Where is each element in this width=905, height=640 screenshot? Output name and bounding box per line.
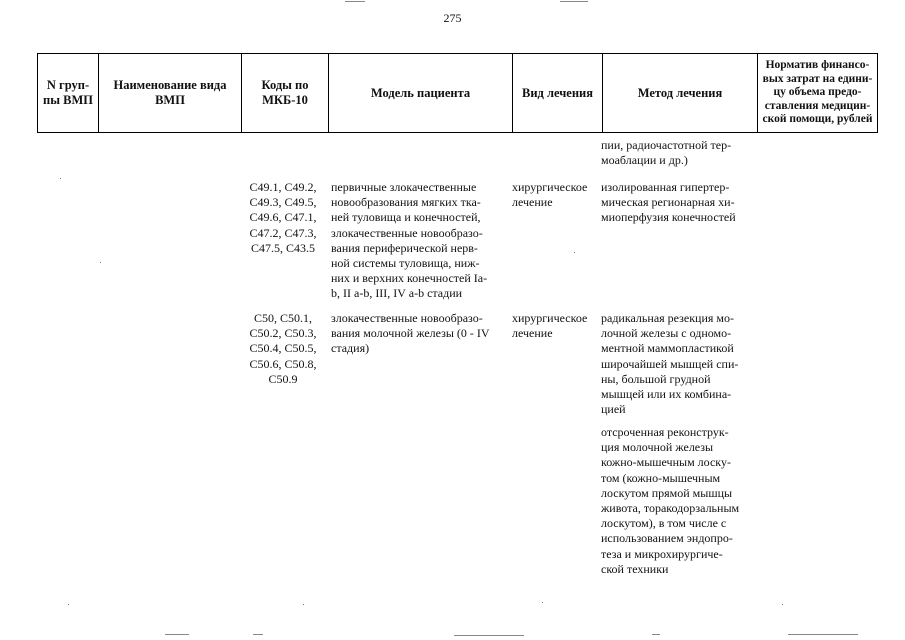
table-header (37, 53, 878, 133)
header-icd-codes: Коды по МКБ-10 (242, 54, 329, 132)
scan-speck (542, 602, 543, 603)
treatment-method-cell: радикальная резекция мо- лочной железы с одномо- ментной маммопластикой широчайшей мышцей спи- ны, большой грудной мышцей или их комбина- цией (601, 311, 739, 417)
icd-codes-cell: C49.1, C49.2, C49.3, C49.5, C49.6, C47.1, C47.2, C47.3, C47.5, C43.5 (249, 180, 317, 255)
page-number: 275 (443, 11, 462, 25)
treatment-method-cell: отсроченная реконструк- ция молочной железы кожно-мышечным лоску- том (кожно-мышечным лоскутом прямой мышцы живота, торакодорзальным лоскутом), в том числе с использованием эндопро- теза и микрохирургиче- ской техники (601, 425, 740, 576)
scan-speck (60, 178, 61, 179)
scan-edge-mark (165, 634, 189, 635)
header-patient-model: Модель пациента (329, 54, 513, 132)
icd-codes-cell: C50, C50.1, C50.2, C50.3, C50.4, C50.5, C50.6, C50.8, C50.9 (249, 311, 317, 386)
treatment-type-cell: хирургическое лечение (512, 180, 588, 210)
scan-edge-mark (454, 635, 524, 636)
scan-edge-mark (253, 634, 263, 635)
scan-speck (574, 252, 575, 253)
treatment-method-cell: пии, радиочастотной тер- моаблации и др.) (601, 138, 732, 168)
header-treatment-type: Вид лечения (513, 54, 603, 132)
scan-edge-mark (652, 634, 660, 635)
scan-edge-mark (788, 634, 858, 635)
patient-model-cell: первичные злокачественные новообразования мягких тка- ней туловища и конечностей, злокачественные новообразо- вания периферической нерв- ной системы туловища, ниж- них и верхних конечностей Ia- b, II a-b, III, IV a-b стадии (331, 180, 488, 301)
header-cost-norm: Норматив финансо- вых затрат на едини- цу объема предо- ставления медицин- ской помощи, рублей (762, 59, 873, 126)
treatment-type-cell: хирургическое лечение (512, 311, 588, 341)
treatment-method-cell: изолированная гипертер- мическая регионарная хи- миоперфузия конечностей (601, 180, 736, 225)
scan-speck (782, 604, 783, 605)
header-treatment-method: Метод лечения (603, 54, 758, 132)
scan-edge-mark (345, 1, 365, 2)
header-group-number: N груп- пы ВМП (38, 54, 99, 132)
patient-model-cell: злокачественные новообразо- вания молочной железы (0 - IV стадия) (331, 311, 490, 356)
scan-speck (68, 604, 69, 605)
header-vmp-name: Наименование вида ВМП (99, 54, 242, 132)
scan-speck (100, 262, 101, 263)
scan-speck (303, 604, 304, 605)
scan-edge-mark (560, 1, 588, 2)
